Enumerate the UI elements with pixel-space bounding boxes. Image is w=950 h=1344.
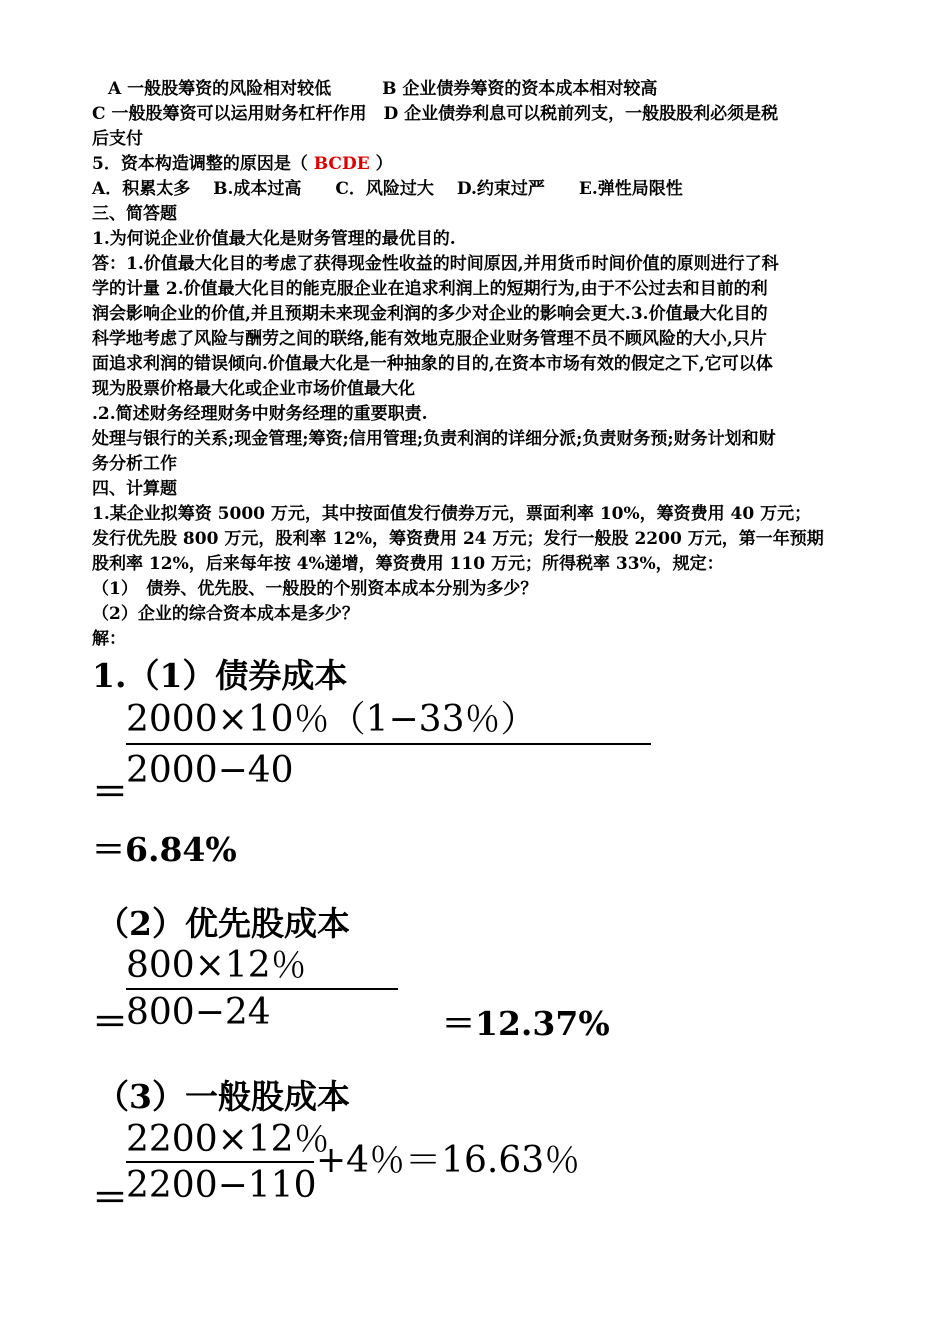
common-fraction-bar: [126, 1161, 314, 1163]
question-5-answer: BCDE: [313, 154, 370, 174]
problem-line-1: 1.某企业拟筹资 5000 万元，其中按面值发行债券万元，票面利率 10%，筹资费用 40 万元；: [92, 504, 812, 524]
bond-fraction-bar: [126, 743, 651, 745]
problem-line-2: 发行优先股 800 万元，股利率 12%，筹资费用 24 万元；发行一般股 2200 万元，第一年预期: [92, 529, 824, 549]
answer2-line-1: 处理与银行的关系;现金管理;筹资;信用管理;负责利润的详细分派;负责财务预;财务计划和财: [92, 429, 776, 449]
answer-line-3: 润会影响企业的价值,并且预期未来现金利润的多少对企业的影响会更大.3.价值最大化目的: [92, 304, 768, 324]
problem-line-3: 股利率 12%，后来每年按 4%递增，筹资费用 110 万元；所得税率 33%，规定：: [92, 554, 724, 574]
common-numerator: 2200×12％: [126, 1119, 330, 1160]
problem-sub-2: （2）企业的综合资本成本是多少？: [92, 604, 359, 624]
answer-line-1: 答：1.价值最大化目的考虑了获得现金性收益的时间原因,并用货币时间价值的原则进行了科: [92, 254, 779, 274]
answer-line-2: 学的计量 2.价值最大化目的能克服企业在追求利润上的短期行为,由于不公过去和目前的利: [92, 279, 768, 299]
option-c-d: C 一般股筹资可以运用财务杠杆作用 D 企业债券利息可以税前列支，一般股股利必须是税: [92, 104, 779, 124]
common-tail: +4％＝16.63％: [316, 1140, 581, 1181]
bond-denominator: 2000−40: [126, 750, 294, 791]
section-3-heading: 三、简答题: [92, 204, 177, 224]
question-5-close: ）: [375, 154, 393, 174]
preferred-result: ＝12.37%: [442, 1004, 610, 1043]
preferred-fraction-bar: [126, 988, 398, 990]
option-d-cont: 后支付: [92, 129, 143, 149]
question-5-text: 5．资本构造调整的原因是（: [92, 154, 308, 174]
preferred-cost-heading: （2）优先股成本: [96, 904, 350, 943]
answer-line-4: 科学地考虑了风险与酬劳之间的联络,能有效地克服企业财务管理不员不顾风险的大小,只片: [92, 329, 767, 349]
question-5-options: A．积累太多 B.成本过高 C．风险过大 D.约束过严 E.弹性局限性: [92, 179, 683, 199]
bond-numerator: 2000×10％（1−33％）: [126, 699, 537, 740]
bond-cost-heading: 1.（1）债券成本: [92, 656, 348, 695]
preferred-denominator: 800−24: [126, 992, 271, 1033]
common-cost-heading: （3）一般股成本: [96, 1077, 350, 1116]
section-3-q2: .2.简述财务经理财务中财务经理的重要职责.: [92, 404, 428, 424]
answer-line-6: 现为股票价格最大化或企业市场价值最大化: [92, 379, 415, 399]
common-denominator: 2200−110: [126, 1165, 317, 1206]
preferred-numerator: 800×12％: [126, 945, 307, 986]
section-3-q1: 1.为何说企业价值最大化是财务管理的最优目的.: [92, 229, 456, 249]
answer2-line-2: 务分析工作: [92, 454, 177, 474]
bond-equals: ＝: [92, 771, 129, 813]
preferred-equals: ＝: [92, 1001, 129, 1043]
section-4-heading: 四、计算题: [92, 479, 177, 499]
problem-sub-1: （1） 债券、优先股、一般股的个别资本成本分别为多少？: [92, 579, 538, 599]
common-equals: ＝: [92, 1177, 129, 1219]
question-5: [92, 153, 393, 175]
answer-line-5: 面追求利润的错误倾向.价值最大化是一种抽象的目的,在资本市场有效的假定之下,它可以体: [92, 354, 773, 374]
bond-result: ＝6.84%: [92, 830, 237, 869]
solution-label: 解：: [92, 629, 126, 649]
option-a-b: A 一般股筹资的风险相对较低 B 企业债券筹资的资本成本相对较高: [108, 79, 658, 99]
